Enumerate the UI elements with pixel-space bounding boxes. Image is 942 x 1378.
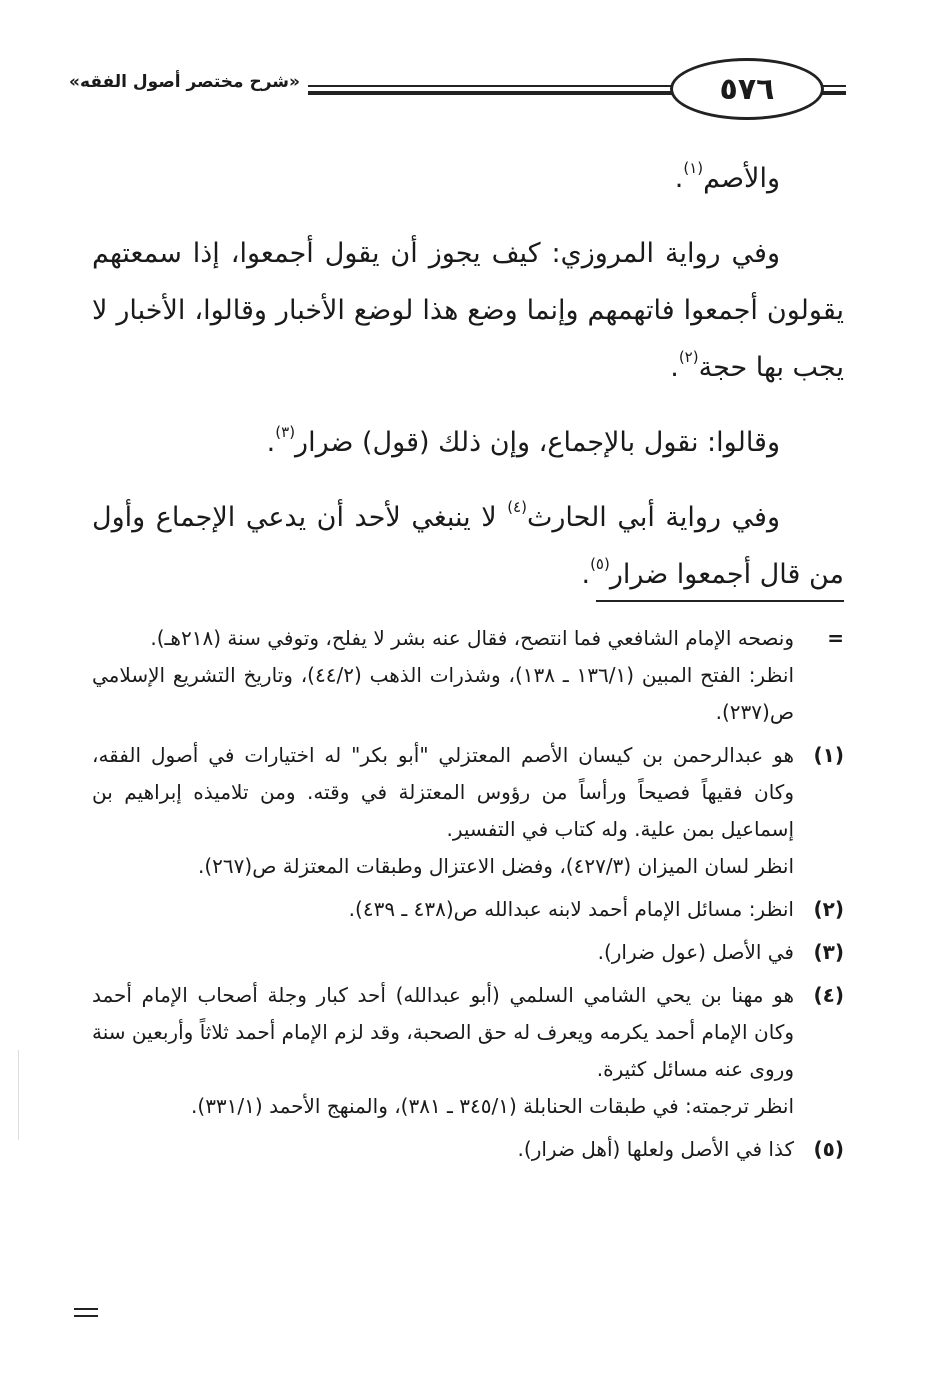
paragraph-text: وفي رواية المروزي: كيف يجوز أن يقول أجمعوا، إذا سمعتهم يقولون أجمعوا فاتهمهم وإنما وضع هذا لوضع الأخبار وقالوا، الأخبار لا يجب بها حجة — [92, 238, 844, 383]
footnote-separator — [596, 600, 844, 602]
paragraph-text: لا ينبغي لأحد أن يدعي الإجماع وأول من قال أجمعوا ضرار — [92, 502, 844, 590]
footnote-line: ونصحه الإمام الشافعي فما انتصح، فقال عنه بشر لا يفلح، وتوفي سنة (٢١٨هـ). — [150, 626, 794, 650]
paragraph-text: وقالوا: نقول بالإجماع، وإن ذلك (قول) ضرار — [295, 427, 780, 458]
footnote-line: انظر ترجمته: في طبقات الحنابلة (٣٤٥/١ ـ ٣٨١)، والمنهج الأحمد (٣٣١/١). — [191, 1094, 794, 1118]
paragraph-tail: . — [674, 163, 684, 194]
footnote-line: هو مهنا بن يحي الشامي السلمي (أبو عبدالله) أحد كبار وجلة أصحاب الإمام أحمد وكان الإمام أحمد يكرمه ويعرف له حق الصحبة، وقد لزم الإمام أحمد ثلاثاً وأربعين سنة وروى عنه مسائل كثيرة. — [92, 983, 794, 1081]
footnotes — [92, 620, 844, 1174]
footnote-mark: (١) — [813, 743, 844, 767]
footnote-ref-5: (٥) — [590, 555, 610, 573]
footnote-ref-1: (١) — [683, 159, 704, 177]
footnote-mark: = — [827, 626, 844, 650]
footnote-3 — [92, 934, 844, 971]
continuation-mark — [74, 1308, 98, 1320]
footnote-continuation — [92, 620, 844, 731]
page-header — [69, 58, 846, 124]
footnote-line: كذا في الأصل ولعلها (أهل ضرار). — [517, 1137, 794, 1161]
footnote-5 — [92, 1131, 844, 1168]
paragraph-4 — [92, 489, 844, 603]
paragraph-3 — [92, 414, 844, 471]
footnote-line: في الأصل (عول ضرار). — [597, 940, 794, 964]
footnote-ref-3: (٣) — [275, 423, 296, 441]
main-text — [92, 150, 844, 603]
page-number: ٥٧٦ — [670, 58, 824, 120]
footnote-mark: (٣) — [813, 940, 844, 964]
footnote-ref-4: (٤) — [507, 498, 527, 516]
running-title: «شرح مختصر أصول الفقه» — [69, 72, 300, 92]
footnote-ref-2: (٢) — [678, 348, 699, 366]
paragraph-text: وفي رواية أبي الحارث — [526, 502, 780, 533]
footnote-mark: (٤) — [813, 983, 844, 1007]
footnote-line: انظر: الفتح المبين (١٣٦/١ ـ ١٣٨)، وشذرات الذهب (٤٤/٢)، وتاريخ التشريع الإسلامي ص(٢٣٧). — [92, 663, 794, 724]
paragraph-1 — [92, 150, 844, 207]
footnote-line: انظر: مسائل الإمام أحمد لابنه عبدالله ص(٤٣٨ ـ ٤٣٩). — [348, 897, 794, 921]
scan-artifact — [18, 1050, 19, 1140]
paragraph-tail: . — [266, 427, 276, 458]
footnote-mark: (٢) — [813, 897, 844, 921]
paragraph-tail: . — [670, 352, 679, 383]
footnote-1 — [92, 737, 844, 885]
paragraph-2 — [92, 225, 844, 396]
paragraph-tail: . — [581, 559, 591, 590]
footnote-2 — [92, 891, 844, 928]
paragraph-text: والأصم — [703, 163, 780, 194]
footnote-line: انظر لسان الميزان (٤٢٧/٣)، وفضل الاعتزال وطبقات المعتزلة ص(٢٦٧). — [197, 854, 794, 878]
footnote-line: هو عبدالرحمن بن كيسان الأصم المعتزلي "أبو بكر" له اختيارات في أصول الفقه، وكان فقيهاً فصيحاً ورأساً من رؤوس المعتزلة في وقته. ومن تلاميذه إبراهيم بن إسماعيل بمن علية. وله كتاب في التفسير. — [92, 743, 794, 841]
footnote-mark: (٥) — [813, 1137, 844, 1161]
footnote-4 — [92, 977, 844, 1125]
